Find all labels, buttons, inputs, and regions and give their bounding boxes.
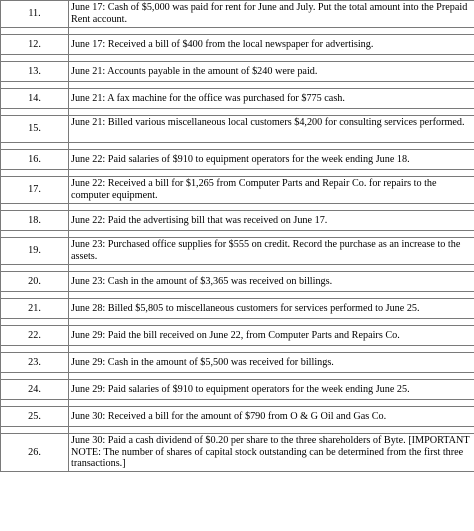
spacer-row xyxy=(1,400,474,407)
item-number: 24. xyxy=(1,380,69,400)
spacer-row xyxy=(1,143,474,150)
item-number: 21. xyxy=(1,299,69,319)
item-description: June 22: Paid the advertising bill that was received on June 17. xyxy=(69,211,474,231)
spacer-row xyxy=(1,292,474,299)
item-description: June 23: Purchased office supplies for $555 on credit. Record the purchase as an increase to the assets. xyxy=(69,238,474,265)
item-number: 26. xyxy=(1,434,69,472)
spacer-row xyxy=(1,373,474,380)
spacer-row xyxy=(1,109,474,116)
item-number: 14. xyxy=(1,89,69,109)
table-row xyxy=(1,407,474,427)
table-row xyxy=(1,238,474,265)
table-row xyxy=(1,116,474,143)
item-description: June 21: Accounts payable in the amount of $240 were paid. xyxy=(69,62,474,82)
item-description: June 21: A fax machine for the office was purchased for $775 cash. xyxy=(69,89,474,109)
table-row xyxy=(1,434,474,472)
item-number: 12. xyxy=(1,35,69,55)
item-description: June 29: Paid salaries of $910 to equipment operators for the week ending June 25. xyxy=(69,380,474,400)
spacer-row xyxy=(1,319,474,326)
table-row xyxy=(1,62,474,82)
item-number: 25. xyxy=(1,407,69,427)
item-number: 16. xyxy=(1,150,69,170)
item-description: June 21: Billed various miscellaneous local customers $4,200 for consulting services performed. xyxy=(69,116,474,143)
spacer-row xyxy=(1,427,474,434)
item-description: June 22: Received a bill for $1,265 from Computer Parts and Repair Co. for repairs to the computer equipment. xyxy=(69,177,474,204)
item-description: June 17: Received a bill of $400 from the local newspaper for advertising. xyxy=(69,35,474,55)
table-row xyxy=(1,380,474,400)
item-description: June 23: Cash in the amount of $3,365 was received on billings. xyxy=(69,272,474,292)
spacer-row xyxy=(1,82,474,89)
table-row xyxy=(1,35,474,55)
table-row xyxy=(1,272,474,292)
item-number: 13. xyxy=(1,62,69,82)
item-number: 23. xyxy=(1,353,69,373)
spacer-row xyxy=(1,204,474,211)
table-row xyxy=(1,326,474,346)
table-row xyxy=(1,353,474,373)
table-row xyxy=(1,177,474,204)
item-number: 15. xyxy=(1,116,69,143)
table-row xyxy=(1,150,474,170)
item-number: 19. xyxy=(1,238,69,265)
table-row xyxy=(1,89,474,109)
item-number: 18. xyxy=(1,211,69,231)
item-description: June 29: Paid the bill received on June 22, from Computer Parts and Repairs Co. xyxy=(69,326,474,346)
table-row xyxy=(1,211,474,231)
table-row xyxy=(1,299,474,319)
spacer-row xyxy=(1,231,474,238)
spacer-row xyxy=(1,28,474,35)
item-number: 22. xyxy=(1,326,69,346)
item-description: June 22: Paid salaries of $910 to equipment operators for the week ending June 18. xyxy=(69,150,474,170)
item-number: 11. xyxy=(1,1,69,28)
item-description: June 17: Cash of $5,000 was paid for rent for June and July. Put the total amount into the Prepaid Rent account. xyxy=(69,1,474,28)
item-description: June 30: Paid a cash dividend of $0.20 per share to the three shareholders of Byte. [IMPORTANT NOTE: The number of shares of capital stock outstanding can be determined from the first three transactions.] xyxy=(69,434,474,472)
item-description: June 28: Billed $5,805 to miscellaneous customers for services performed to June 25. xyxy=(69,299,474,319)
spacer-row xyxy=(1,346,474,353)
spacer-row xyxy=(1,265,474,272)
spacer-row xyxy=(1,170,474,177)
item-number: 20. xyxy=(1,272,69,292)
item-number: 17. xyxy=(1,177,69,204)
table-row xyxy=(1,1,474,28)
spacer-row xyxy=(1,55,474,62)
item-description: June 30: Received a bill for the amount of $790 from O & G Oil and Gas Co. xyxy=(69,407,474,427)
item-description: June 29: Cash in the amount of $5,500 was received for billings. xyxy=(69,353,474,373)
